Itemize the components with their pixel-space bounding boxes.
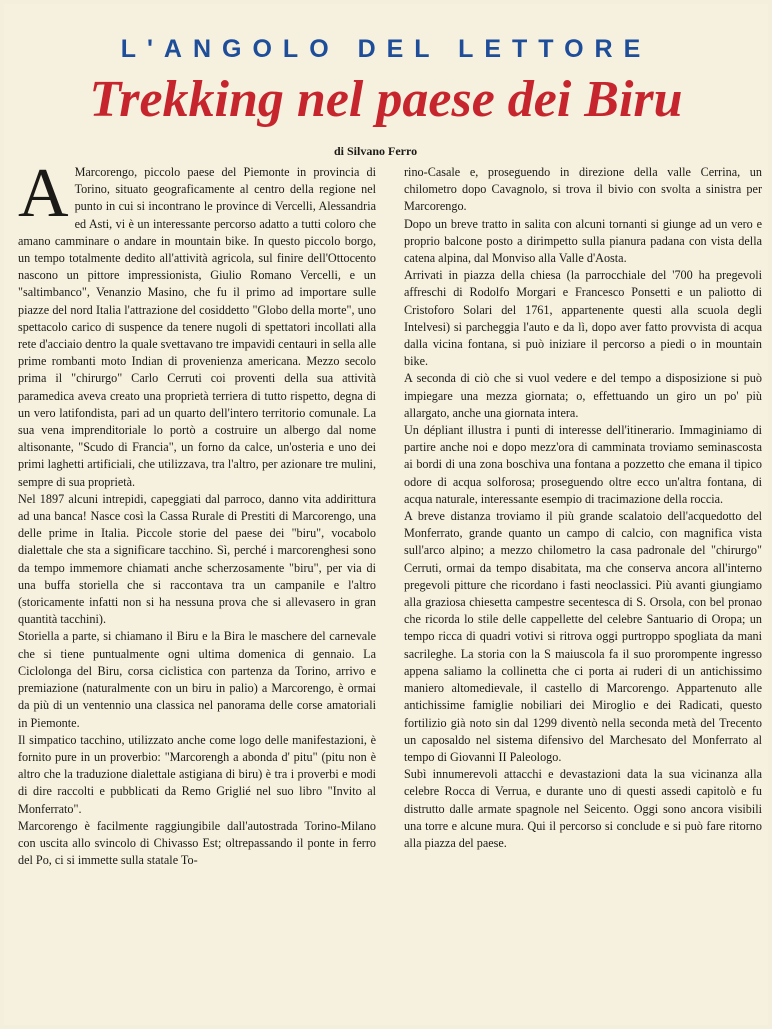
paragraph: Subì innumerevoli attacchi e devastazioni data la sua vicinanza alla celebre Rocca di Verrua, e durante uno di questi assedi capitolò e fu distrutto dalle armate spagnole nel Seicento. Oggi sono ancora visibili una torre e alcune mura. Qui il percorso si conclude e si può fare ritorno alla piazza del paese. [404, 767, 762, 850]
column-left [18, 155, 376, 1022]
article-byline: di Silvano Ferro [334, 144, 418, 158]
article-body [18, 155, 762, 1022]
paragraph: Nel 1897 alcuni intrepidi, capeggiati dal parroco, danno vita addirittura ad una banca! Nasce così la Cassa Rurale di Prestiti di Marcorengo, una delle prime in Italia. Piccole storie del paese dei "biru", vocabolo dialettale che sta a significare tacchino. Sì, perché i marcorenghesi sono da tempo immemore chiamati anche scherzosamente "biru", per via di una buffa storiella che si raccontava tra un campanile e l'altro (storicamente infatti non si ha nessuna prova che si allevasero in gran quantità tacchini). [18, 491, 376, 627]
paragraph: Arrivati in piazza della chiesa (la parrocchiale del '700 ha pregevoli affreschi di Rodolfo Morgari e Francesco Ponsetti e un paliotto di Cristoforo Solari del 1761, appartenente questi alla scuola degli Intelvesi) si parcheggia l'auto e da lì, dopo aver fatto provvista di acqua dalla vicina fontana, si può iniziare il percorso a piedi o in mountain bike. [404, 268, 762, 369]
paragraph: Marcorengo è facilmente raggiungibile dall'autostrada Torino-Milano con uscita allo svincolo di Chivasso Est; oltrepassando il ponte in ferro del Po, ci si immette sulla statale To- [18, 818, 376, 868]
paragraph: Il simpatico tacchino, utilizzato anche come logo delle manifestazioni, è fornito pure in un proverbio: "Marcorengh a abonda d' pitu" (pitu non è altro che la traduzione dialettale astigiana di biru) è tra i proverbi e modi di dire raccolti e pubblicati da Remo Griglié nel suo libro "Invito al Monferrato". [18, 732, 376, 816]
paragraph: Dopo un breve tratto in salita con alcuni tornanti si giunge ad un vero e proprio balcone posto a dirimpetto sulla pianura padana con vista della catena alpina, dal Monviso alla Valle d'Aosta. [404, 216, 762, 266]
article-title: Trekking nel paese dei Biru [89, 71, 683, 128]
magazine-page [4, 4, 768, 1025]
drop-cap: A [18, 155, 69, 232]
section-label: L'ANGOLO DEL LETTORE [120, 35, 652, 63]
paragraph: Marcorengo, piccolo paese del Piemonte in provincia di Torino, situato geograficamente al centro della regione nel punto in cui si incontrano le province di Vercelli, Alessandria ed Asti, vi è un interessante percorso adatto a tutti coloro che amano camminare o andare in mountain bike. In questo piccolo borgo, un tempo totalmente dedito all'attività agricola, sul finire dell'Ottocento nascono un pittore impressionista, Giulio Romano Vercelli, e un "saltimbanco", Venanzio Masino, che fu il primo ad importare sulle piazze del nord Italia l'attrazione del cosiddetto "Globo della morte", uno spettacolo carico di suspence da tenere nugoli di spettatori incollati alla rete d'acciaio dentro la quale svettavano tre impavidi centauri in sella alle prime rombanti moto Indian di provenienza americana. Mezzo secolo prima il "chirurgo" Carlo Cerruti coi proventi della sua attività paramedica aveva creato una proprietà terriera di tutto rispetto, degna di un vero latifondista, pari ad un quarto dell'intero territorio comunale. La sua vena imprenditoriale lo portò a costruire un albergo dal nome altisonante, "Scudo di Francia", un forno da calce, un'osteria e uno dei primi laghetti artificiali, che utilizzava, tra l'altro, per azionare tre mulini, sempre di sua proprietà. [18, 165, 376, 489]
paragraph: Storiella a parte, si chiamano il Biru e la Bira le maschere del carnevale che si tiene puntualmente ogni ultima domenica di gennaio. La Ciclolonga del Biru, corsa ciclistica con partenza da Torino, arrivo e premiazione (naturalmente con un biru in palio) a Marcorengo, è ormai da più di un ventennio una classica nel panorama delle corse amatoriali in Piemonte. [18, 629, 376, 730]
paragraph: rino-Casale e, proseguendo in direzione della valle Cerrina, un chilometro dopo Cavagnolo, si trova il bivio con svolta a sinistra per Marcorengo. [404, 165, 762, 214]
paragraph: A seconda di ciò che si vuol vedere e del tempo a disposizione si può impiegare una mezza giornata; o, effettuando un giro un po' più allargato, anche una giornata intera. [404, 371, 762, 420]
paragraph: Un dépliant illustra i punti di interesse dell'itinerario. Immaginiamo di partire anche noi e dopo mezz'ora di camminata troviamo seminascosta ai bordi di una zona boschiva una fontana a pozzetto che emana il tipico odore di acqua solforosa; proseguendo oltre ecco un'altra fontana, di acqua naturale, interessante esempio di tracimazione della roccia. [404, 423, 762, 506]
column-right [404, 164, 762, 1022]
paragraph: A breve distanza troviamo il più grande scalatoio dell'acquedotto del Monferrato, grande quanto un campo di calcio, con magnifica vista sull'arco alpino; a mezzo chilometro la casa padronale del "chirurgo" Cerruti, ormai da tempo disabitata, ma che conserva ancora all'interno pregevoli pitture che ricordano i fasti neoclassici. Più avanti giungiamo alla graziosa chiesetta campestre secentesca di S. Orsola, con bel pronao che ricorda lo stile delle cappellette del celebre Santuario di Oropa; un tempo ricca di quadri votivi si ritrova oggi purtroppo spogliata da mani sacrileghe. La storia con la S maiuscola fa il suo prorompente ingresso appena saliamo la collinetta che ci porta ai ruderi di un antichissimo maniero altomedievale, il castello di Marcorengo. Appartenuto alle antichissime famiglie nobiliari dei Miroglio e dei Radicati, questo fortilizio già noto sin dal 1299 diventò nella seconda metà del Trecento un caposaldo nel sistema difensivo del Marchesato del Monferrato al tempo di Giovanni II Paleologo. [404, 509, 762, 764]
page-header [4, 34, 768, 130]
